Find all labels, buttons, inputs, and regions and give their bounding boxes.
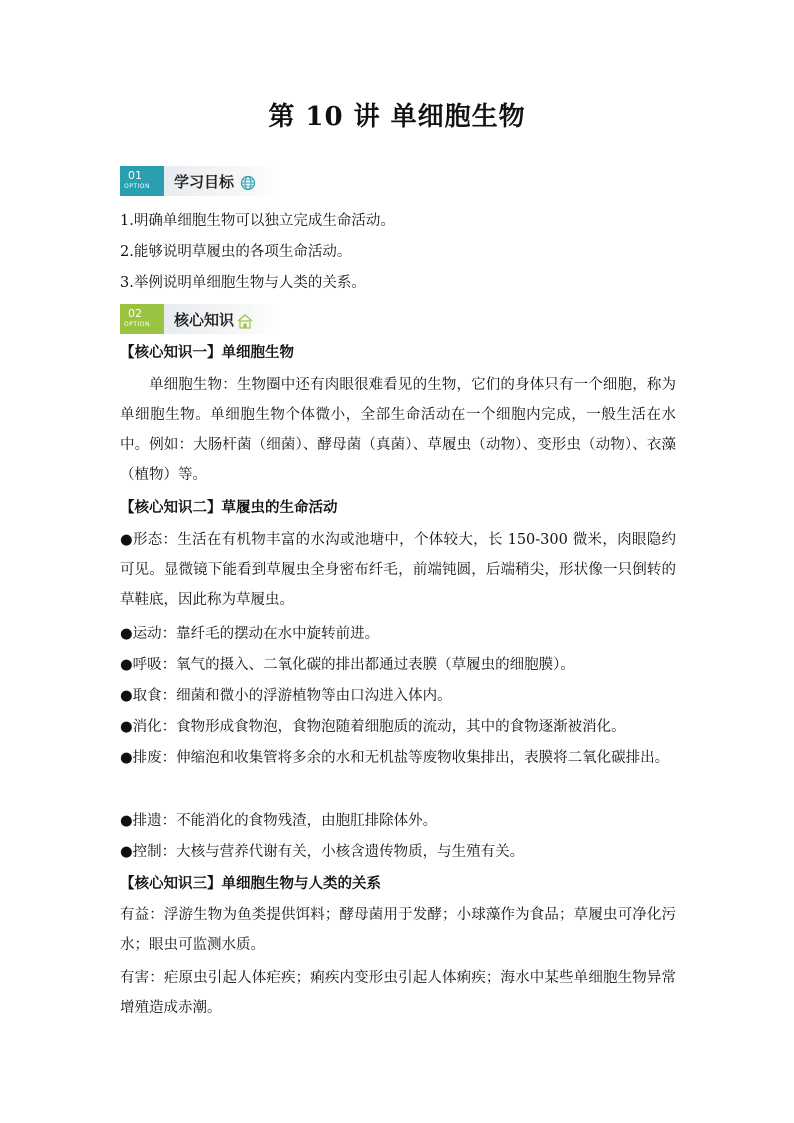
k2-item-movement: ●运动：靠纤毛的摆动在水中旋转前进。 [120,626,380,642]
section-label-box [164,304,278,334]
k3-item-beneficial: 有益：浮游生物为鱼类提供饵料；酵母菌用于发酵；小球藻作为食品；草履虫可净化污水；眼虫可监测水质。 [120,907,676,953]
house-icon [236,313,254,329]
globe-icon [240,175,256,191]
section-option-text: OPTION [124,183,150,190]
k1-body: 单细胞生物：生物圈中还有肉眼很难看见的生物，它们的身体只有一个细胞，称为单细胞生物。单细胞生物个体微小，全部生命活动在一个细胞内完成，一般生活在水中。例如：大肠杆菌（细菌）、酵母菌（真菌）、草履虫（动物）、变形虫（动物）、衣藻（植物）等。 [120,377,676,483]
k2-item-excretion: ●排废：伸缩泡和收集管将多余的水和无机盐等废物收集排出，表膜将二氧化碳排出。 [120,750,670,766]
section-banner-knowledge [120,304,278,334]
k2-item-control: ●控制：大核与营养代谢有关，小核含遗传物质，与生殖有关。 [120,844,525,860]
objective-item: 3.举例说明单细胞生物与人类的关系。 [120,275,366,291]
section-label-box [164,166,278,196]
k2-item-digestion: ●消化：食物形成食物泡，食物泡随着细胞质的流动，其中的食物逐渐被消化。 [120,719,626,735]
section-number-tag [120,166,164,196]
section-number-tag [120,304,164,334]
section-label: 核心知识 [174,311,235,329]
k1-heading: 【核心知识一】单细胞生物 [120,344,294,361]
k2-heading: 【核心知识二】草履虫的生命活动 [120,499,338,516]
page-title: 第 10 讲 单细胞生物 [268,102,526,132]
k3-heading: 【核心知识三】单细胞生物与人类的关系 [120,875,381,892]
k2-item-morphology: ●形态：生活在有机物丰富的水沟或池塘中，个体较大，长 150-300 微米，肉眼隐约可见。显微镜下能看到草履虫全身密布纤毛，前端钝圆，后端稍尖，形状像一只倒转的草鞋底，因此称为草履虫。 [120,532,676,608]
objective-item: 1.明确单细胞生物可以独立完成生命活动。 [120,213,395,229]
section-number: 02 [128,307,142,320]
section-label: 学习目标 [174,173,235,191]
k2-item-egestion: ●排遗：不能消化的食物残渣，由胞肛排除体外。 [120,813,438,829]
k3-item-harmful: 有害：疟原虫引起人体疟疾；痢疾内变形虫引起人体痢疾；海水中某些单细胞生物异常增殖造成赤潮。 [120,970,676,1016]
k2-item-feeding: ●取食：细菌和微小的浮游植物等由口沟进入体内。 [120,688,452,704]
section-banner-objectives [120,166,278,196]
k2-item-respiration: ●呼吸：氧气的摄入、二氧化碳的排出都通过表膜（草履虫的细胞膜）。 [120,657,575,673]
section-option-text: OPTION [124,321,150,328]
section-number: 01 [128,169,142,182]
objective-item: 2.能够说明草履虫的各项生命活动。 [120,244,352,260]
